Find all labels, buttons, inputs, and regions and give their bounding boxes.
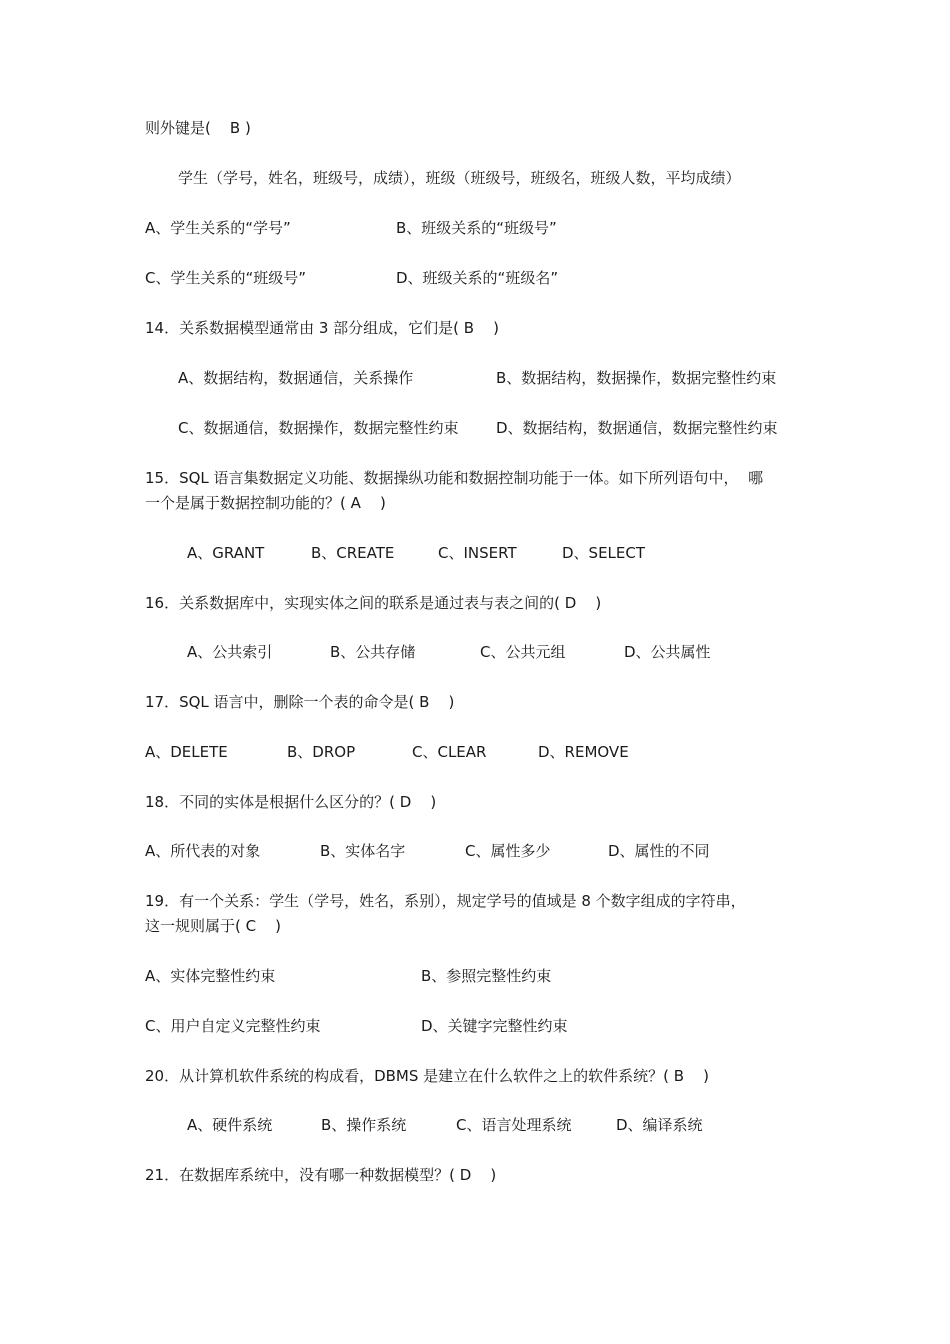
q18-option-b: B、实体名字 <box>320 842 406 860</box>
q15-option-a: A、GRANT <box>187 544 265 562</box>
q13-tail: 则外键是( B ) <box>145 119 251 137</box>
q18-option-c: C、属性多少 <box>465 842 551 860</box>
q20-question: 20．从计算机软件系统的构成看，DBMS 是建立在什么软件之上的软件系统？( B ) <box>145 1067 709 1085</box>
q18-option-d: D、属性的不同 <box>608 842 710 860</box>
q19-option-a: A、实体完整性约束 <box>145 967 276 985</box>
q17-option-c: C、CLEAR <box>412 743 487 761</box>
q17-option-d: D、REMOVE <box>538 743 629 761</box>
q15-option-b: B、CREATE <box>311 544 395 562</box>
q20-option-c: C、语言处理系统 <box>456 1116 572 1134</box>
q20-option-a: A、硬件系统 <box>187 1116 273 1134</box>
q13-relation-schema: 学生（学号，姓名，班级号，成绩），班级（班级号，班级名，班级人数，平均成绩） <box>178 169 741 187</box>
q18-option-a: A、所代表的对象 <box>145 842 261 860</box>
q14-option-b: B、数据结构，数据操作，数据完整性约束 <box>496 369 777 387</box>
q14-option-c: C、数据通信，数据操作，数据完整性约束 <box>178 419 459 437</box>
q17-option-a: A、DELETE <box>145 743 228 761</box>
q19-question-line2: 这一规则属于( C ) <box>145 917 282 935</box>
q17-question: 17．SQL 语言中，删除一个表的命令是( B ) <box>145 693 455 711</box>
q14-option-a: A、数据结构，数据通信，关系操作 <box>178 369 414 387</box>
q15-option-c: C、INSERT <box>438 544 517 562</box>
q16-option-a: A、公共索引 <box>187 643 273 661</box>
q19-option-b: B、参照完整性约束 <box>421 967 552 985</box>
q14-option-d: D、数据结构，数据通信，数据完整性约束 <box>496 419 778 437</box>
q19-question-line1: 19．有一个关系：学生（学号，姓名，系别），规定学号的值域是 8 个数字组成的字符串， <box>145 892 746 910</box>
q20-option-d: D、编译系统 <box>616 1116 703 1134</box>
q15-option-d: D、SELECT <box>562 544 646 562</box>
q15-question-line2: 一个是属于数据控制功能的？( A ) <box>145 494 386 512</box>
q21-question: 21．在数据库系统中，没有哪一种数据模型？( D ) <box>145 1166 497 1184</box>
q13-option-d: D、班级关系的“班级名” <box>396 269 559 287</box>
q17-option-b: B、DROP <box>287 743 356 761</box>
q13-option-b: B、班级关系的“班级号” <box>396 219 557 237</box>
q16-option-d: D、公共属性 <box>624 643 711 661</box>
q13-option-c: C、学生关系的“班级号” <box>145 269 307 287</box>
q20-option-b: B、操作系统 <box>321 1116 407 1134</box>
q19-option-c: C、用户自定义完整性约束 <box>145 1017 321 1035</box>
q18-question: 18．不同的实体是根据什么区分的？( D ) <box>145 793 437 811</box>
q16-question: 16．关系数据库中，实现实体之间的联系是通过表与表之间的( D ) <box>145 594 602 612</box>
q15-question-line1: 15．SQL 语言集数据定义功能、数据操纵功能和数据控制功能于一体。如下所列语句中， 哪 <box>145 469 764 487</box>
q14-question: 14．关系数据模型通常由 3 部分组成，它们是( B ) <box>145 319 500 337</box>
q16-option-b: B、公共存储 <box>330 643 416 661</box>
q13-option-a: A、学生关系的“学号” <box>145 219 291 237</box>
q19-option-d: D、关键字完整性约束 <box>421 1017 568 1035</box>
q16-option-c: C、公共元组 <box>480 643 566 661</box>
